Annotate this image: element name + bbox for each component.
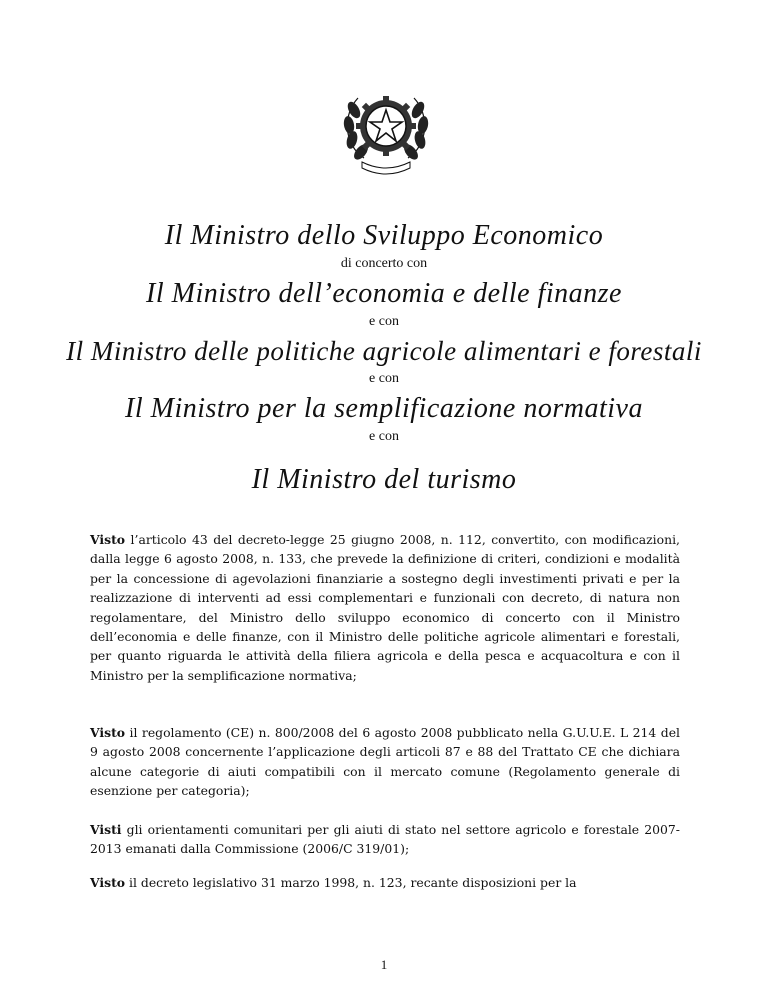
paragraph-lead: Visto <box>90 875 126 890</box>
heading-ministro-politiche-agricole: Il Ministro delle politiche agricole alimentari e forestali <box>66 336 702 366</box>
paragraph-lead: Visto <box>90 725 126 740</box>
heading-ministro-sviluppo-economico: Il Ministro dello Sviluppo Economico <box>164 220 604 251</box>
connector-e-con-1: e con <box>369 314 399 329</box>
paragraph-visto-decreto-legislativo <box>90 873 680 892</box>
page-number: 1 <box>380 957 388 972</box>
heading-ministro-economia-finanze: Il Ministro dell’economia e delle finanze <box>146 278 622 309</box>
italian-republic-emblem <box>334 80 438 180</box>
paragraph-visto-regolamento-ce <box>90 723 680 801</box>
paragraph-visto-articolo-43 <box>90 530 680 685</box>
paragraph-body: gli orientamenti comunitari per gli aiuti di stato nel settore agricolo e forestale 2007-2013 emanati dalla Commissione (2006/C 319/01); <box>90 822 680 857</box>
paragraph-lead: Visti <box>90 822 122 837</box>
paragraph-lead: Visto <box>90 532 126 547</box>
paragraph-body: il decreto legislativo 31 marzo 1998, n. 123, recante disposizioni per la <box>125 875 577 890</box>
paragraph-visti-orientamenti <box>90 820 680 859</box>
heading-ministro-turismo: Il Ministro del turismo <box>251 464 517 495</box>
paragraph-body: il regolamento (CE) n. 800/2008 del 6 agosto 2008 pubblicato nella G.U.U.E. L 214 del 9 agosto 2008 concernente l’applicazione degli articoli 87 e 88 del Trattato CE che dichiara alcune categorie di aiuti compatibili con il mercato comune (Regolamento generale di esenzione per categoria); <box>90 725 680 799</box>
paragraph-body: l’articolo 43 del decreto-legge 25 giugno 2008, n. 112, convertito, con modificazioni, dalla legge 6 agosto 2008, n. 133, che prevede la definizione di criteri, condizioni e modalità per la concessione di agevolazioni finanziarie a sostegno degli investimenti privati e per la realizzazione di interventi ad essi complementari e funzionali con decreto, di natura non regolamentare, del Ministro dello sviluppo economico di concerto con il Ministro dell’economia e delle finanze, con il Ministro delle politiche agricole alimentari e forestali, per quanto riguarda le attività della filiera agricola e della pesca e acquacoltura e con il Ministro per la semplificazione normativa; <box>90 532 680 683</box>
heading-ministro-semplificazione: Il Ministro per la semplificazione normativa <box>125 393 643 424</box>
connector-e-con-3: e con <box>369 429 399 444</box>
emblem-icon <box>334 80 438 180</box>
connector-e-con-2: e con <box>369 371 399 386</box>
connector-di-concerto-con: di concerto con <box>340 256 428 271</box>
